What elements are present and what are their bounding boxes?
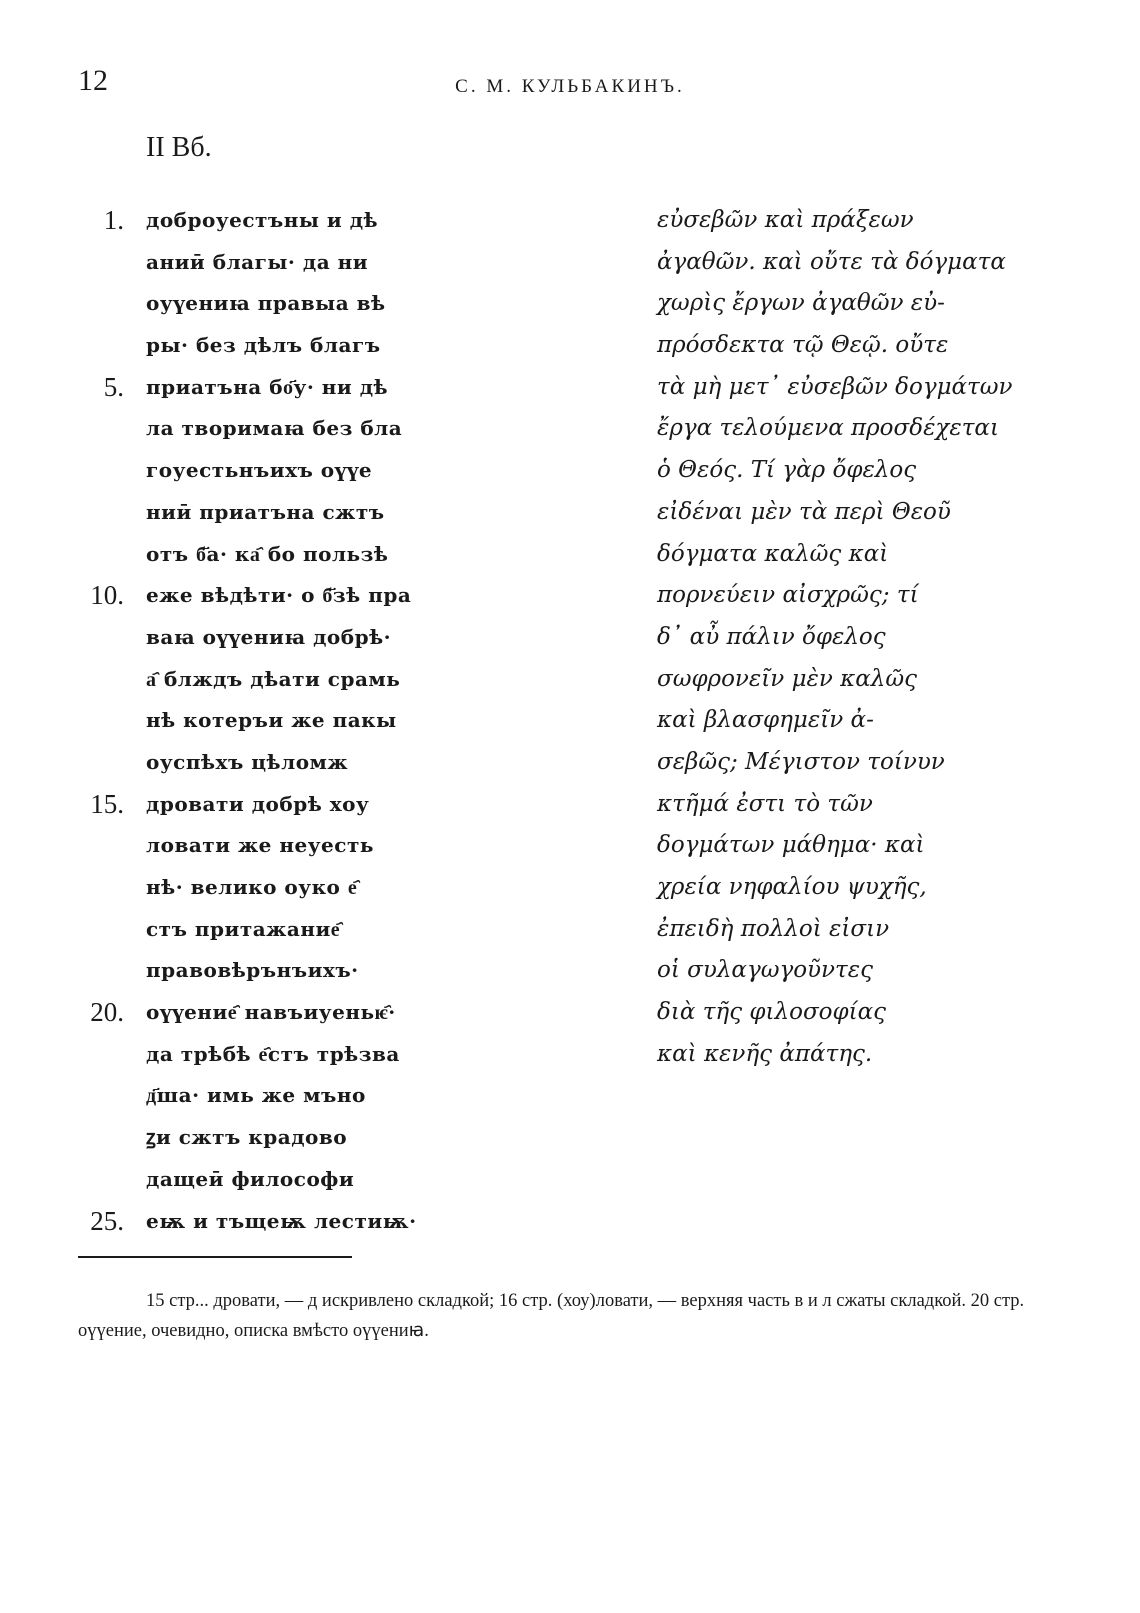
slavonic-text: еѭ и тъщеѭ лестиѭ·	[146, 1208, 417, 1233]
slavonic-text: ꙁи сжтъ крадово	[146, 1125, 348, 1150]
slavonic-text: доброуестъны и дѣ	[146, 208, 379, 232]
greek-line: πορνεύειν αἰσχρῶς; τί	[657, 582, 919, 609]
greek-line: χωρὶς ἔργων ἀγαθῶν εὐ-	[657, 290, 945, 317]
greek-line: ἔργα τελούμενα προσδέχεται	[657, 415, 999, 442]
slavonic-text: ры· без дѣлъ благъ	[146, 333, 381, 358]
greek-line: εἰδέναι μὲν τὰ περὶ Θεοῦ	[657, 498, 951, 525]
greek-line: καὶ κενῆς ἀπάτης.	[657, 1040, 873, 1067]
line-number: 15.	[90, 788, 124, 819]
greek-line: ἐπειδὴ πολλοὶ εἰσιν	[657, 915, 890, 942]
slavonic-line	[78, 1117, 598, 1159]
greek-line: εὐσεβῶν καὶ πράξεων	[657, 207, 914, 233]
footnote: 15 стр... дровати, — д искривлено складкой; 16 стр. (хоу)ловати, — верхняя часть в и л сжаты складкой. 20 стр. оүүение, очевидно, описка вмѣсто оүүениꙗ.	[78, 1291, 1025, 1341]
greek-line: δογμάτων μάθημα· καὶ	[657, 832, 925, 859]
slavonic-text: ловати же неуесть	[146, 833, 374, 858]
line-number: 5.	[103, 371, 124, 402]
slavonic-line	[78, 992, 598, 1034]
greek-line: καὶ βλασφημεῖν ἀ-	[657, 707, 874, 734]
greek-line: κτῆμά ἐστι τὸ τῶν	[657, 790, 873, 817]
slavonic-text: а҄ блждъ дѣати срамь	[146, 666, 401, 691]
slavonic-text: да трѣбѣ е҄стъ трѣзва	[146, 1041, 400, 1066]
slavonic-text: оүүение҄ навъиуеньѥ҄·	[146, 1000, 396, 1025]
greek-line: οἱ συλαγωγοῦντες	[657, 957, 873, 984]
slavonic-line	[78, 367, 598, 409]
slavonic-line	[78, 867, 598, 909]
greek-line: τὰ μὴ μετ᾿ εὐσεβῶν δογμάτων	[657, 373, 1013, 400]
slavonic-line	[78, 325, 598, 367]
slavonic-text: еже вѣдѣти· о б҃зѣ пра	[146, 583, 412, 608]
greek-line: πρόσδεκτα τῷ Θεῷ. οὔτε	[657, 332, 949, 359]
slavonic-text: нѣ· велико оуко е҄	[146, 875, 358, 899]
greek-line: δόγματα καλῶς καὶ	[657, 540, 889, 567]
slavonic-line	[78, 1075, 598, 1117]
slavonic-line	[78, 242, 598, 284]
greek-line: ὁ Θεός. Τί γὰρ ὄφελος	[657, 457, 917, 484]
line-number: 20.	[90, 997, 124, 1028]
slavonic-line	[78, 492, 598, 534]
slavonic-line	[78, 950, 598, 992]
slavonic-line	[78, 1159, 598, 1201]
greek-line: δ᾿ αὖ πάλιν ὄφελος	[657, 623, 886, 650]
slavonic-text: правовѣрънъихъ·	[146, 958, 359, 983]
greek-line: σωφρονεῖν μὲν καλῶς	[657, 665, 917, 692]
running-head: С. М. КУЛЬБАКИНЪ.	[455, 76, 685, 97]
greek-line: ἀγαθῶν. καὶ οὔτε τὰ δόγματα	[657, 248, 1006, 275]
slavonic-text: отъ б҃а· ка҄ бо пользѣ	[146, 541, 389, 566]
slavonic-text: приатъна бо҃у· ни дѣ	[146, 374, 389, 399]
slavonic-line	[78, 408, 598, 450]
slavonic-text: гоуестьнъихъ оүүе	[146, 458, 373, 483]
slavonic-line	[78, 1034, 598, 1076]
slavonic-text: нѣ котеръи же пакы	[146, 708, 397, 733]
line-number: 25.	[90, 1205, 124, 1236]
slavonic-line	[78, 617, 598, 659]
slavonic-line	[78, 742, 598, 784]
slavonic-line	[78, 200, 598, 242]
line-number: 10.	[90, 580, 124, 611]
slavonic-column	[78, 200, 598, 1242]
slavonic-line	[78, 534, 598, 576]
slavonic-text: д҃ша· имь же мъно	[146, 1083, 366, 1108]
slavonic-text: дащеӣ философи	[146, 1166, 355, 1191]
slavonic-line	[78, 283, 598, 325]
footnote-rule	[78, 1256, 352, 1258]
section-title: II Вб.	[146, 132, 212, 163]
slavonic-text: дровати добрѣ хоу	[146, 791, 370, 816]
slavonic-line	[78, 909, 598, 951]
slavonic-line	[78, 784, 598, 826]
greek-line: σεβῶς; Μέγιστον τοίνυν	[657, 748, 945, 775]
slavonic-text: оуспѣхъ цѣломж	[146, 749, 349, 774]
slavonic-line	[78, 575, 598, 617]
slavonic-text: ла творимаꙗ без бла	[146, 416, 403, 441]
line-number: 1.	[103, 205, 124, 235]
slavonic-text: аниӣ благы· да ни	[146, 249, 369, 274]
slavonic-text: оуүениꙗ правыа вѣ	[146, 291, 386, 316]
page-number: 12	[78, 64, 108, 97]
greek-column	[657, 200, 1097, 1075]
greek-line: διὰ τῆς φιλοσοφίας	[657, 999, 887, 1026]
slavonic-line	[78, 1201, 598, 1243]
slavonic-text: стъ притажание҄	[146, 916, 341, 941]
slavonic-line	[78, 450, 598, 492]
greek-line: χρεία νηφαλίου ψυχῆς,	[657, 874, 927, 900]
slavonic-text: ваꙗ оүүениꙗ добрѣ·	[146, 624, 392, 649]
slavonic-line	[78, 659, 598, 701]
slavonic-text: ниӣ приатъна сжтъ	[146, 499, 385, 524]
slavonic-line	[78, 700, 598, 742]
slavonic-line	[78, 825, 598, 867]
